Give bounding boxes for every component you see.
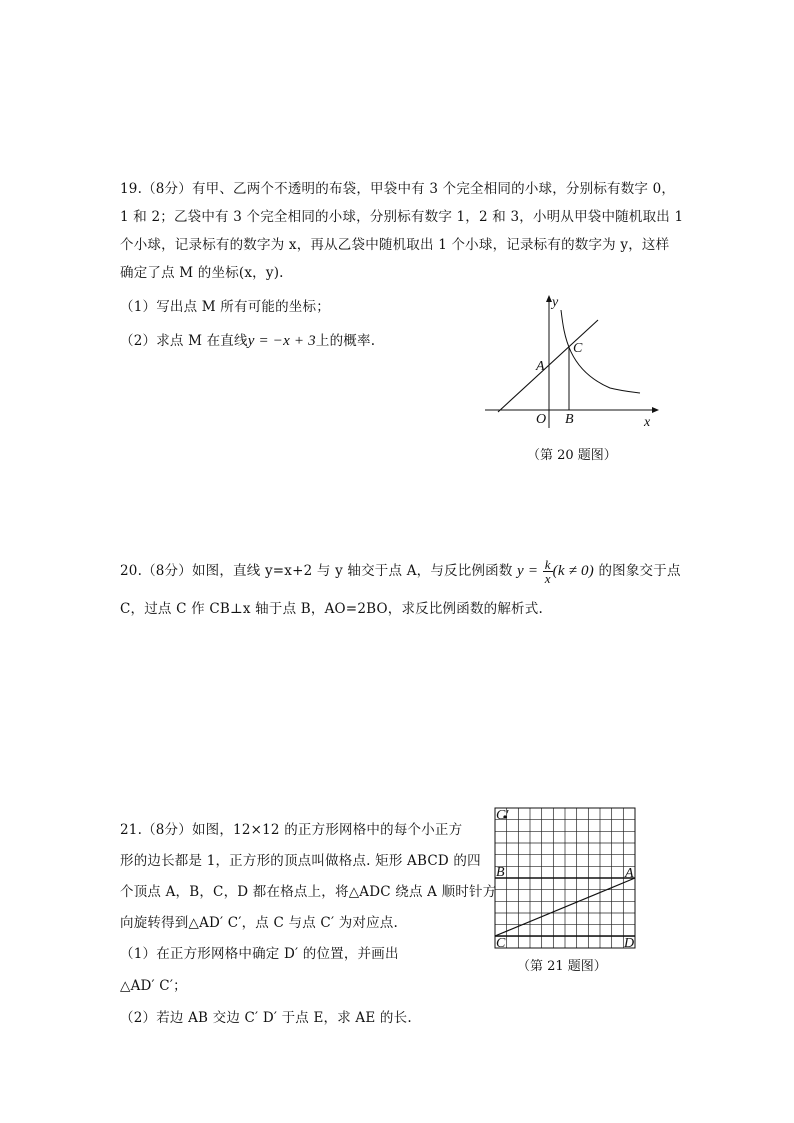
q21-sub-1a: （1）在正方形网格中确定 D′ 的位置，并画出	[120, 946, 399, 962]
q21-line-2: 形的边长都是 1，正方形的顶点叫做格点. 矩形 ABCD 的四	[120, 853, 481, 869]
label-B: B	[496, 865, 505, 880]
q19-line-1: 19.（8分）有甲、乙两个不透明的布袋，甲袋中有 3 个完全相同的小球，分别标有数字 0，	[120, 181, 676, 197]
q20-fraction-denominator: x	[544, 571, 551, 586]
label-O: O	[536, 412, 547, 427]
q19-line-3: 个小球，记录标有的数字为 x，再从乙袋中随机取出 1 个小球，记录标有的数字为 y，这样	[120, 237, 670, 253]
q20-line-1	[120, 558, 681, 585]
label-D: D	[624, 936, 635, 951]
q20-fraction	[543, 558, 553, 585]
q19-sub-1: （1）写出点 M 所有可能的坐标；	[120, 299, 330, 315]
q21-sub-2: （2）若边 AB 交边 C′ D′ 于点 E，求 AE 的长.	[120, 1010, 412, 1026]
q21-line-1: 21.（8分）如图，12×12 的正方形网格中的每个小正方	[120, 822, 463, 838]
q20-line-1-suffix: 的图象交于点	[598, 563, 681, 579]
label-A: A	[625, 866, 634, 881]
q19-line-equation: y = −x + 3	[247, 333, 316, 349]
q19-sub-2	[120, 329, 375, 350]
label-A: A	[536, 359, 545, 374]
q19-line-2: 1 和 2；乙袋中有 3 个完全相同的小球，分别标有数字 1，2 和 3，小明从甲袋中随机取出 1	[120, 209, 684, 225]
figure-21-grid	[490, 805, 640, 951]
label-y: y	[552, 295, 559, 310]
q20-line-1-prefix: 20.（8分）如图，直线 y=x+2 与 y 轴交于点 A，与反比例函数	[120, 563, 513, 579]
q21-sub-1b: △AD′ C′；	[120, 978, 187, 994]
q20-line-2: C，过点 C 作 CB⊥x 轴于点 B，AO=2BO，求反比例函数的解析式.	[120, 601, 543, 617]
q20-fraction-numerator: k	[544, 557, 551, 572]
label-C: C	[573, 341, 583, 356]
q19-sub-2-prefix: （2）求点 M 在直线	[120, 333, 248, 349]
q19-sub-2-suffix: 上的概率.	[315, 333, 376, 349]
q20-y-equals: y =	[517, 563, 539, 579]
label-B: B	[565, 412, 574, 427]
figure-20-graph	[480, 290, 670, 430]
q20-condition: (k ≠ 0)	[552, 563, 594, 579]
label-C: C	[496, 936, 506, 951]
label-x: x	[644, 415, 651, 430]
figure-20-caption: （第 20 题图）	[527, 448, 617, 463]
figure-21-caption: （第 21 题图）	[517, 959, 607, 974]
label-C-prime: C′	[496, 808, 509, 823]
q21-line-4: 向旋转得到△AD′ C′，点 C 与点 C′ 为对应点.	[120, 915, 398, 931]
line-y-eq-x-plus-2	[498, 320, 598, 412]
q19-line-4: 确定了点 M 的坐标(x，y).	[120, 265, 284, 281]
q21-line-3: 个顶点 A，B，C，D 都在格点上，将△ADC 绕点 A 顺时针方	[120, 884, 497, 900]
